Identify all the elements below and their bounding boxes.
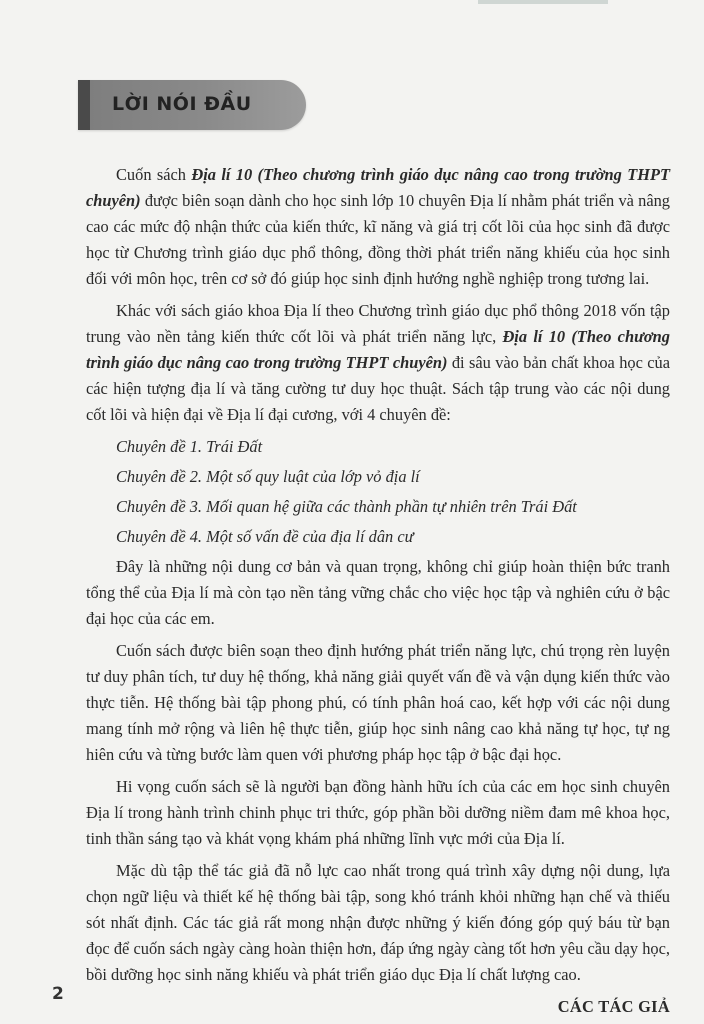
paragraph-4: Cuốn sách được biên soạn theo định hướng phát triển năng lực, chú trọng rèn luyện tư duy phân tích, tư duy hệ thống, khả năng giải quyết vấn đề và vận dụng kiến thức vào thực tiễn. Hệ thống bài tập phong phú, có tính phân hoá cao, kết hợp với các nội dung mang tính mở rộng và liên hệ thực tiễn, giúp học sinh nâng cao khả năng tự học, tự ng hiên cứu và từng bước làm quen với phương pháp học tập ở bậc đại học. (86, 641, 670, 764)
paragraph-6: Mặc dù tập thể tác giả đã nỗ lực cao nhất trong quá trình xây dựng nội dung, lựa chọn ngữ liệu và thiết kế hệ thống bài tập, song khó tránh khỏi những hạn chế và thiếu sót nhất định. Các tác giả rất mong nhận được những ý kiến đóng góp quý báu từ bạn đọc để cuốn sách ngày càng hoàn thiện hơn, đáp ứng ngày càng tốt hơn yêu cầu dạy học, bồi dưỡng học sinh năng khiếu và phát triển giáo dục Địa lí chất lượng cao. (86, 861, 670, 984)
top-edge-mark (478, 0, 608, 4)
paragraph-1: Cuốn sách Địa lí 10 (Theo chương trình giáo dục nâng cao trong trường THPT chuyên) được biên soạn dành cho học sinh lớp 10 chuyên Địa lí nhằm phát triển và nâng cao các mức độ nhận thức của kiến thức, kĩ năng và giá trị cốt lõi của học sinh đã được học từ Chương trình giáo dục phổ thông, đồng thời phát triển năng khiếu của học sinh đối với môn học, trên cơ sở đó giúp học sinh định hướng nghề nghiệp trong tương lai. (86, 165, 670, 288)
chapter-item: Chuyên đề 1. Trái Đất (116, 437, 263, 456)
signature: CÁC TÁC GIẢ (557, 997, 670, 1016)
chapter-item: Chuyên đề 3. Mối quan hệ giữa các thành phần tự nhiên trên Trái Đất (116, 497, 577, 516)
book-title-emphasis: Địa lí 10 (Theo chương trình giáo dục nâng cao trong trường THPT chuyên) (86, 327, 670, 372)
chapter-item: Chuyên đề 4. Một số vấn đề của địa lí dân cư (116, 527, 414, 546)
preface-body (86, 162, 670, 1020)
chapter-item: Chuyên đề 2. Một số quy luật của lớp vỏ địa lí (116, 467, 420, 486)
book-title-emphasis: Địa lí 10 (Theo chương trình giáo dục nâng cao trong trường THPT chuyên) (86, 165, 670, 210)
paragraph-5: Hi vọng cuốn sách sẽ là người bạn đồng hành hữu ích của các em học sinh chuyên Địa lí trong hành trình chinh phục tri thức, góp phần bồi dưỡng niềm đam mê khoa học, tinh thần sáng tạo và khát vọng khám phá những lĩnh vực mới của Địa lí. (86, 777, 670, 848)
page-title: LỜI NÓI ĐẦU (112, 93, 252, 115)
heading-accent-bar (78, 80, 90, 130)
paragraph-2: Khác với sách giáo khoa Địa lí theo Chương trình giáo dục phổ thông 2018 vốn tập trung vào nền tảng kiến thức cốt lõi và phát triển năng lực, Địa lí 10 (Theo chương trình giáo dục nâng cao trong trường THPT chuyên) đi sâu vào bản chất khoa học của các hiện tượng địa lí và tăng cường tư duy học thuật. Sách tập trung vào các nội dung cốt lõi và hiện đại về Địa lí đại cương, với 4 chuyên đề: (86, 301, 670, 424)
page-number: 2 (52, 984, 64, 1004)
paragraph-3: Đây là những nội dung cơ bản và quan trọng, không chỉ giúp hoàn thiện bức tranh tổng thể của Địa lí mà còn tạo nền tảng vững chắc cho việc học tập và nghiên cứu ở bậc đại học của các em. (86, 557, 670, 628)
